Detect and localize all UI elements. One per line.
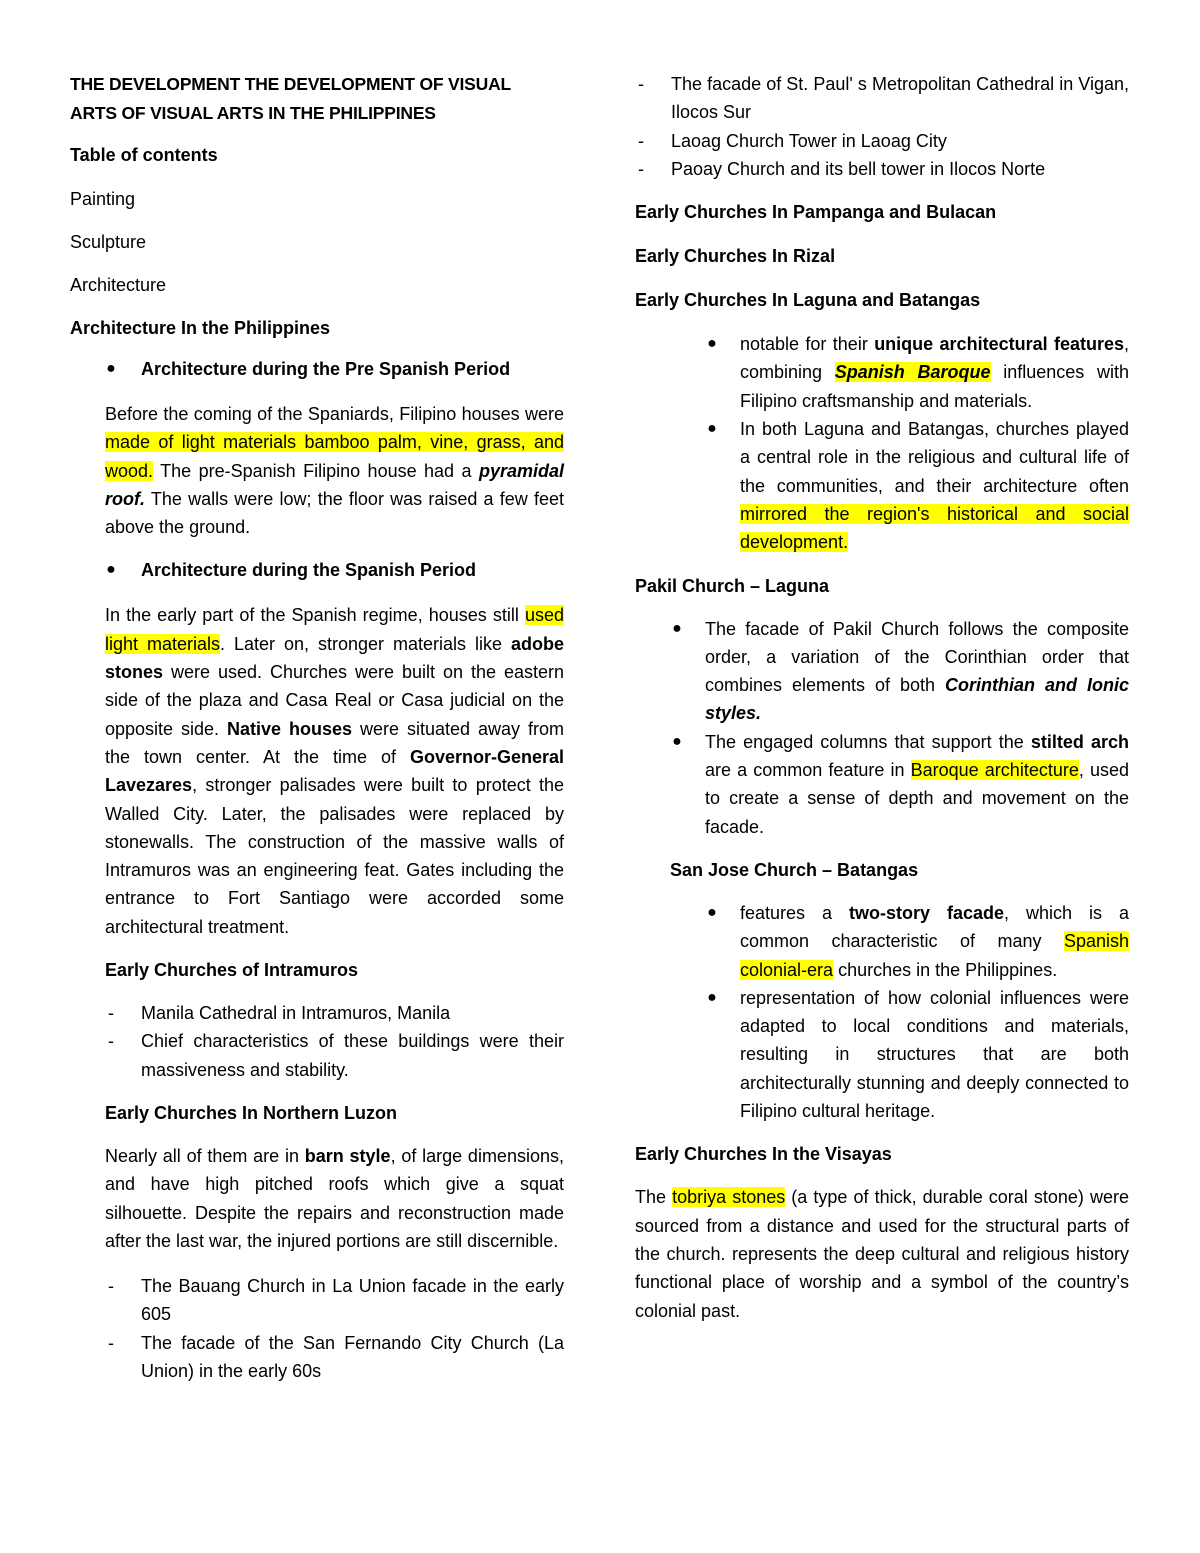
heading-intramuros: Early Churches of Intramuros bbox=[105, 960, 359, 981]
right-column bbox=[635, 70, 1129, 1342]
paragraph-spanish-period: In the early part of the Spanish regime, houses still used light materials. Later on, stronger materials like adobe stones were used. Churches were built on the eastern side of the plaza and Casa Real or Casa judicial on the opposite side. Native houses were situated away from the town center. At the time of Governor-General Lavezares, stronger palisades were built to protect the Walled City. Later, the palisades were replaced by stonewalls. The construction of the massive walls of Intramuros was an engineering feat. Gates including the entrance to Fort Santiago were accorded some architectural treatment. bbox=[105, 605, 564, 937]
dash-icon: - bbox=[108, 1276, 114, 1297]
bullet-icon: ● bbox=[672, 732, 682, 750]
bullet-icon: ● bbox=[707, 988, 717, 1006]
list-item: ● In both Laguna and Batangas, churches played a central role in the religious and cultural life of the communities, and their architecture often mirrored the region's historical and social development. bbox=[635, 415, 1129, 556]
list-item: - The Bauang Church in La Union facade in the early 605 bbox=[105, 1272, 564, 1329]
bullet-icon: ● bbox=[707, 420, 717, 438]
heading-rizal: Early Churches In Rizal bbox=[635, 246, 836, 267]
list-northern-luzon bbox=[105, 1272, 564, 1385]
left-column bbox=[70, 70, 564, 1402]
toc-item-painting: Painting bbox=[70, 189, 136, 209]
list-san-jose-church bbox=[635, 899, 1129, 1125]
list-item: ● representation of how colonial influences were adapted to local conditions and materials, resulting in structures that are both architecturally stunning and deeply connected to Filipino cultural heritage. bbox=[635, 984, 1129, 1125]
list-item: ● notable for their unique architectural features, combining Spanish Baroque influences with Filipino craftsmanship and materials. bbox=[635, 330, 1129, 415]
list-item: ● features a two-story facade, which is a common characteristic of many Spanish colonial-era churches in the Philippines. bbox=[635, 899, 1129, 984]
dash-icon: - bbox=[108, 1031, 114, 1052]
list-item: - Manila Cathedral in Intramuros, Manila bbox=[105, 999, 564, 1027]
list-item: ● The facade of Pakil Church follows the composite order, a variation of the Corinthian order that combines elements of both Corinthian and Ionic styles. bbox=[635, 615, 1129, 728]
bullet-icon: ● bbox=[106, 360, 116, 377]
heading-northern-luzon: Early Churches In Northern Luzon bbox=[105, 1102, 398, 1123]
bullet-icon: ● bbox=[106, 561, 116, 579]
dash-icon: - bbox=[638, 74, 644, 94]
toc-item-architecture: Architecture bbox=[70, 275, 167, 295]
list-laguna-batangas bbox=[635, 330, 1129, 556]
bullet-icon: ● bbox=[707, 903, 717, 921]
bullet-icon: ● bbox=[672, 619, 682, 637]
list-item: - Chief characteristics of these buildings were their massiveness and stability. bbox=[105, 1027, 564, 1084]
heading-pampanga-bulacan: Early Churches In Pampanga and Bulacan bbox=[635, 202, 997, 223]
heading-san-jose-church: San Jose Church – Batangas bbox=[670, 859, 919, 880]
list-item: - Laoag Church Tower in Laoag City bbox=[635, 127, 1129, 155]
heading-pakil-church: Pakil Church – Laguna bbox=[635, 575, 830, 596]
title-line-2: ARTS OF VISUAL ARTS IN THE PHILIPPINES bbox=[70, 103, 436, 123]
heading-architecture-philippines: Architecture In the Philippines bbox=[70, 318, 331, 338]
list-item: - Paoay Church and its bell tower in Ilocos Norte bbox=[635, 155, 1129, 183]
list-item: ● The engaged columns that support the stilted arch are a common feature in Baroque architecture, used to create a sense of depth and movement on the facade. bbox=[635, 728, 1129, 841]
document-title bbox=[70, 70, 564, 128]
dash-icon: - bbox=[638, 130, 644, 151]
dash-icon: - bbox=[108, 1003, 114, 1024]
paragraph-visayas: The tobriya stones (a type of thick, durable coral stone) were sourced from a distance and used for the structural parts of the church. represents the deep cultural and religious history functional place of worship and a symbol of the country’s colonial past. bbox=[635, 1187, 1129, 1321]
list-item: - The facade of St. Paul' s Metropolitan Cathedral in Vigan, Ilocos Sur bbox=[635, 70, 1129, 127]
paragraph-northern-luzon: Nearly all of them are in barn style, of large dimensions, and have high pitched roofs which give a squat silhouette. Despite the repairs and reconstruction made after the last war, the injured portions are still discernible. bbox=[105, 1145, 564, 1251]
heading-spanish-period: ● Architecture during the Spanish Period bbox=[70, 558, 564, 582]
title-line-1: THE DEVELOPMENT THE DEVELOPMENT OF VISUAL bbox=[70, 74, 511, 94]
heading-laguna-batangas: Early Churches In Laguna and Batangas bbox=[635, 290, 981, 311]
heading-pre-spanish: ● Architecture during the Pre Spanish Period bbox=[70, 357, 564, 381]
list-item: - The facade of the San Fernando City Church (La Union) in the early 60s bbox=[105, 1329, 564, 1386]
toc-item-sculpture: Sculpture bbox=[70, 232, 147, 252]
list-pakil-church bbox=[635, 615, 1129, 841]
list-northern-luzon-continued bbox=[635, 70, 1129, 183]
list-intramuros bbox=[105, 999, 564, 1084]
paragraph-pre-spanish: Before the coming of the Spaniards, Filipino houses were made of light materials bamboo palm, vine, grass, and wood. The pre-Spanish Filipino house had a pyramidal roof. The walls were low; the floor was raised a few feet above the ground. bbox=[105, 404, 564, 538]
toc-heading: Table of contents bbox=[70, 145, 218, 165]
bullet-icon: ● bbox=[707, 335, 717, 353]
heading-visayas: Early Churches In the Visayas bbox=[635, 1144, 892, 1165]
dash-icon: - bbox=[638, 158, 644, 179]
dash-icon: - bbox=[108, 1332, 114, 1353]
